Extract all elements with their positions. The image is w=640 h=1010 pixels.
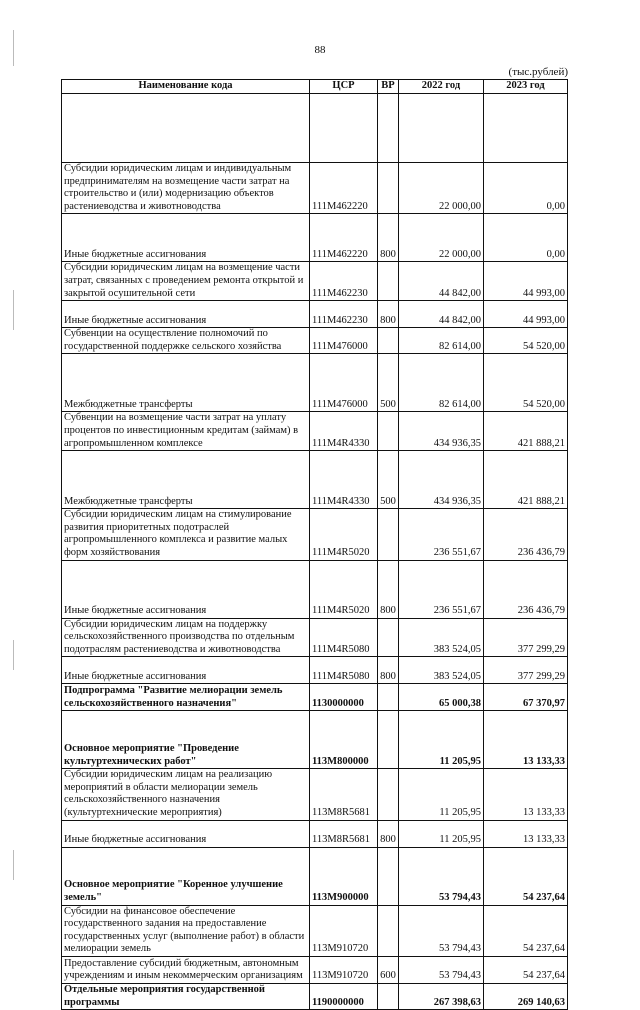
row-2022-cell [399,94,484,163]
row-vr-cell: 800 [378,214,399,262]
table-row [62,618,568,657]
row-2023-cell: 236 436,79 [484,560,568,618]
table-row [62,301,568,328]
row-2023-cell: 236 436,79 [484,509,568,560]
row-vr-cell: 600 [378,957,399,984]
row-csr-cell: 113М800000 [310,711,378,769]
row-vr-cell [378,684,399,711]
table-row [62,984,568,1010]
table-row [62,509,568,560]
row-2023-cell: 13 133,33 [484,711,568,769]
row-2022-cell: 434 936,35 [399,451,484,509]
row-csr-cell: 113М910720 [310,957,378,984]
row-name-cell: Субсидии юридическим лицам на реализацию мероприятий в области мелиорации земель сельскохозяйственного назначения (культуртехнические мероприятия) [62,769,310,820]
row-name-cell: Основное мероприятие "Проведение культуртехнических работ" [62,711,310,769]
row-2022-cell: 22 000,00 [399,214,484,262]
row-csr-cell: 111М462220 [310,163,378,214]
row-vr-cell [378,711,399,769]
row-2023-cell [484,94,568,163]
row-2022-cell: 53 794,43 [399,957,484,984]
row-name-cell: Иные бюджетные ассигнования [62,657,310,684]
row-name-cell: Иные бюджетные ассигнования [62,560,310,618]
row-2023-cell: 67 370,97 [484,684,568,711]
row-2022-cell: 434 936,35 [399,412,484,451]
header-name: Наименование кода [62,80,310,94]
row-csr-cell: 113М8R5681 [310,820,378,847]
row-2023-cell: 421 888,21 [484,412,568,451]
row-vr-cell [378,509,399,560]
row-2022-cell: 44 842,00 [399,262,484,301]
table-row [62,412,568,451]
row-2023-cell: 54 520,00 [484,354,568,412]
row-vr-cell: 500 [378,354,399,412]
row-name-cell: Предоставление субсидий бюджетным, автономным учреждениям и иным некоммерческим организациям [62,957,310,984]
scan-margin-mark [13,290,14,330]
row-2022-cell: 53 794,43 [399,847,484,905]
row-2023-cell: 0,00 [484,163,568,214]
row-name-cell: Иные бюджетные ассигнования [62,301,310,328]
row-name-cell: Субсидии юридическим лицам и индивидуальным предпринимателям на возмещение части затрат на строительство и (или) модернизацию объектов растениеводства и животноводства [62,163,310,214]
row-2022-cell: 53 794,43 [399,905,484,956]
row-2022-cell: 11 205,95 [399,820,484,847]
budget-table [61,79,568,1010]
row-2022-cell: 383 524,05 [399,657,484,684]
scan-margin-mark [13,640,14,670]
table-row [62,163,568,214]
row-csr-cell [310,94,378,163]
table-row [62,769,568,820]
row-2022-cell: 65 000,38 [399,684,484,711]
table-header-row [62,80,568,94]
row-vr-cell [378,328,399,354]
row-name-cell: Субсидии юридическим лицам на поддержку сельскохозяйственного производства по отдельным подотраслям растениеводства и животноводства [62,618,310,657]
row-2022-cell: 82 614,00 [399,328,484,354]
table-row [62,905,568,956]
row-name-cell: Субсидии юридическим лицам на возмещение части затрат, связанных с проведением ремонта открытой и закрытой осушительной сети [62,262,310,301]
row-vr-cell: 800 [378,820,399,847]
row-csr-cell: 111М476000 [310,354,378,412]
row-2022-cell: 82 614,00 [399,354,484,412]
row-name-cell [62,94,310,163]
row-name-cell: Субвенции на возмещение части затрат на уплату процентов по инвестиционным кредитам (займам) в агропромышленном комплексе [62,412,310,451]
table-row [62,847,568,905]
header-vr: ВР [378,80,399,94]
page-number: 88 [314,44,326,56]
row-name-cell: Межбюджетные трансферты [62,451,310,509]
row-vr-cell [378,163,399,214]
row-2023-cell: 377 299,29 [484,618,568,657]
row-csr-cell: 111М4R5020 [310,560,378,618]
row-csr-cell: 113М8R5681 [310,769,378,820]
row-vr-cell [378,618,399,657]
row-csr-cell: 1190000000 [310,984,378,1010]
table-row [62,328,568,354]
table-row [62,262,568,301]
row-name-cell: Субвенции на осуществление полномочий по государственной поддержке сельского хозяйства [62,328,310,354]
table-body [62,94,568,1010]
row-2023-cell: 421 888,21 [484,451,568,509]
row-vr-cell [378,905,399,956]
scan-margin-mark [13,850,14,880]
row-2023-cell: 44 993,00 [484,262,568,301]
row-csr-cell: 111М4R5020 [310,509,378,560]
row-name-cell: Основное мероприятие "Коренное улучшение земель" [62,847,310,905]
table-row [62,957,568,984]
table-row [62,684,568,711]
row-2022-cell: 236 551,67 [399,509,484,560]
row-2022-cell: 22 000,00 [399,163,484,214]
row-csr-cell: 111М4R4330 [310,412,378,451]
row-name-cell: Иные бюджетные ассигнования [62,214,310,262]
row-name-cell: Субсидии юридическим лицам на стимулирование развития приоритетных подотраслей агропромышленного комплекса и развитие малых форм хозяйствования [62,509,310,560]
row-name-cell: Межбюджетные трансферты [62,354,310,412]
row-2023-cell: 54 237,64 [484,905,568,956]
row-2022-cell: 267 398,63 [399,984,484,1010]
row-csr-cell: 111М4R4330 [310,451,378,509]
row-csr-cell: 111М4R5080 [310,618,378,657]
header-2023: 2023 год [484,80,568,94]
row-2022-cell: 11 205,95 [399,769,484,820]
row-2023-cell: 13 133,33 [484,820,568,847]
units-label: (тыс.рублей) [508,66,568,78]
row-vr-cell [378,984,399,1010]
row-2022-cell: 383 524,05 [399,618,484,657]
row-2023-cell: 54 237,64 [484,847,568,905]
row-vr-cell [378,847,399,905]
row-2023-cell: 377 299,29 [484,657,568,684]
row-2023-cell: 44 993,00 [484,301,568,328]
header-2022: 2022 год [399,80,484,94]
table-row [62,657,568,684]
header-csr: ЦСР [310,80,378,94]
row-2023-cell: 54 237,64 [484,957,568,984]
row-name-cell: Отдельные мероприятия государственной программы [62,984,310,1010]
row-csr-cell: 111М476000 [310,328,378,354]
row-2023-cell: 13 133,33 [484,769,568,820]
row-csr-cell: 111М462220 [310,214,378,262]
row-2023-cell: 54 520,00 [484,328,568,354]
row-csr-cell: 111М462230 [310,262,378,301]
row-2022-cell: 44 842,00 [399,301,484,328]
row-2023-cell: 269 140,63 [484,984,568,1010]
row-name-cell: Иные бюджетные ассигнования [62,820,310,847]
table-row [62,711,568,769]
row-csr-cell: 113М900000 [310,847,378,905]
row-csr-cell: 1130000000 [310,684,378,711]
table-row [62,451,568,509]
row-2022-cell: 236 551,67 [399,560,484,618]
row-vr-cell [378,94,399,163]
row-vr-cell: 500 [378,451,399,509]
row-vr-cell [378,412,399,451]
row-csr-cell: 111М462230 [310,301,378,328]
row-csr-cell: 113М910720 [310,905,378,956]
row-vr-cell: 800 [378,301,399,328]
row-vr-cell: 800 [378,657,399,684]
table-row [62,354,568,412]
table-row [62,560,568,618]
row-2023-cell: 0,00 [484,214,568,262]
row-2022-cell: 11 205,95 [399,711,484,769]
row-name-cell: Субсидии на финансовое обеспечение государственного задания на предоставление государственных услуг (выполнение работ) в области мелиорации земель [62,905,310,956]
row-vr-cell [378,769,399,820]
row-vr-cell [378,262,399,301]
row-vr-cell: 800 [378,560,399,618]
table-row [62,94,568,163]
table-row [62,214,568,262]
row-csr-cell: 111М4R5080 [310,657,378,684]
row-name-cell: Подпрограмма "Развитие мелиорации земель сельскохозяйственного назначения" [62,684,310,711]
table-row [62,820,568,847]
